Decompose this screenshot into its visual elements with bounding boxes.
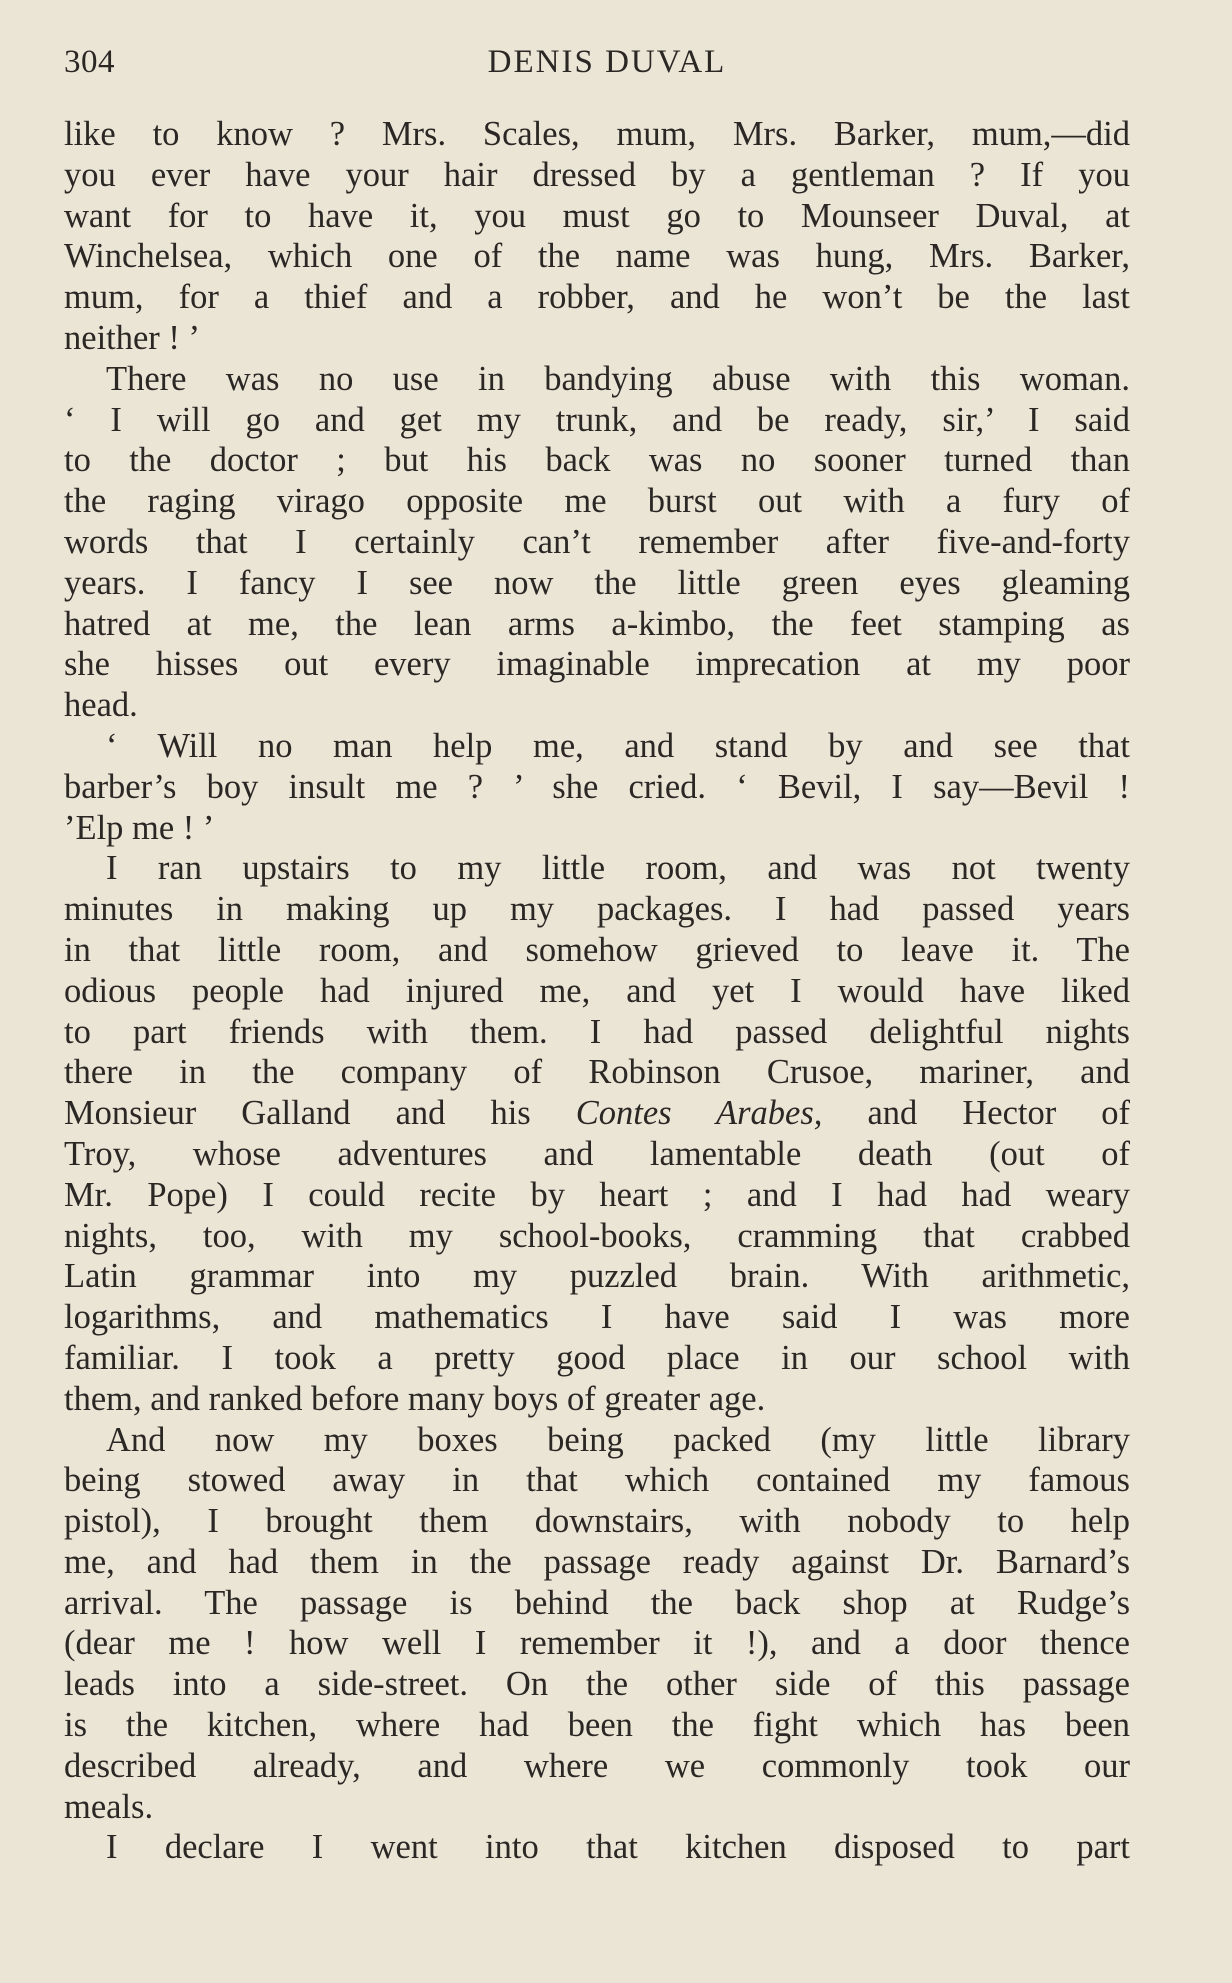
text-line: neither ! ’ — [64, 318, 201, 357]
body-text — [64, 114, 1130, 1868]
text-line: logarithms, and mathematics I have said I was more — [64, 1298, 1130, 1337]
text-line: I ran upstairs to my little room, and was not twenty — [106, 849, 1130, 888]
text-line: There was no use in bandying abuse with this woman. — [106, 359, 1130, 398]
text-line: ’Elp me ! ’ — [64, 808, 215, 847]
text-line: in that little room, and somehow grieved to leave it. The — [64, 930, 1130, 969]
book-title-italic: Contes Arabes, — [575, 1094, 823, 1133]
text-line: she hisses out every imaginable imprecation at my poor — [64, 645, 1130, 684]
text-line: them, and ranked before many boys of greater age. — [64, 1379, 766, 1418]
text-line: Latin grammar into my puzzled brain. With arithmetic, — [64, 1257, 1130, 1296]
text-line: I declare I went into that kitchen disposed to part — [106, 1828, 1130, 1867]
text-line: want for to have it, you must go to Mounseer Duval, at — [64, 196, 1130, 235]
text-line: And now my boxes being packed (my little library — [106, 1420, 1130, 1459]
text-line: words that I certainly can’t remember after five-and-forty — [64, 522, 1130, 561]
text-line: you ever have your hair dressed by a gentleman ? If you — [64, 155, 1130, 194]
text-line: ‘ I will go and get my trunk, and be ready, sir,’ I said — [64, 400, 1130, 439]
text-line: Mr. Pope) I could recite by heart ; and I had had weary — [64, 1175, 1130, 1214]
text-segment: Monsieur Galland and his — [64, 1094, 576, 1133]
text-line: Winchelsea, which one of the name was hung, Mrs. Barker, — [64, 237, 1130, 276]
text-line: arrival. The passage is behind the back shop at Rudge’s — [64, 1583, 1130, 1622]
text-line: there in the company of Robinson Crusoe, mariner, and — [64, 1053, 1130, 1092]
running-head — [64, 44, 1130, 92]
text-line: me, and had them in the passage ready against Dr. Barnard’s — [64, 1542, 1130, 1581]
text-line: described already, and where we commonly took our — [64, 1746, 1130, 1785]
text-line: the raging virago opposite me burst out with a fury of — [64, 482, 1130, 521]
text-line: familiar. I took a pretty good place in our school with — [64, 1338, 1130, 1377]
text-line: nights, too, with my school-books, cramming that crabbed — [64, 1216, 1130, 1255]
text-line: ‘ Will no man help me, and stand by and see that — [106, 726, 1130, 765]
text-line: Troy, whose adventures and lamentable death (out of — [64, 1134, 1130, 1173]
text-line: mum, for a thief and a robber, and he won’t be the last — [64, 278, 1130, 317]
running-title: DENIS DUVAL — [487, 44, 727, 80]
text-segment: and Hector of — [822, 1094, 1130, 1133]
text-line: like to know ? Mrs. Scales, mum, Mrs. Barker, mum,—did — [64, 115, 1130, 153]
text-line: meals. — [64, 1787, 154, 1826]
text-line: years. I fancy I see now the little green eyes gleaming — [64, 563, 1130, 602]
page-number: 304 — [64, 44, 115, 80]
text-line: (dear me ! how well I remember it !), and a door thence — [64, 1624, 1130, 1663]
text-line: to part friends with them. I had passed delightful nights — [64, 1012, 1130, 1051]
text-line: is the kitchen, where had been the fight which has been — [64, 1706, 1130, 1745]
text-line: head. — [64, 686, 138, 725]
text-line: being stowed away in that which contained my famous — [64, 1461, 1130, 1500]
text-line: odious people had injured me, and yet I would have liked — [64, 971, 1130, 1010]
text-line: barber’s boy insult me ? ’ she cried. ‘ Bevil, I say—Bevil ! — [64, 767, 1130, 806]
text-line — [64, 1093, 1130, 1134]
text-line: leads into a side-street. On the other side of this passage — [64, 1665, 1130, 1704]
text-line: pistol), I brought them downstairs, with nobody to help — [64, 1502, 1130, 1541]
text-line: hatred at me, the lean arms a-kimbo, the feet stamping as — [64, 604, 1130, 643]
text-line: minutes in making up my packages. I had passed years — [64, 890, 1130, 929]
text-line: to the doctor ; but his back was no sooner turned than — [64, 441, 1130, 480]
